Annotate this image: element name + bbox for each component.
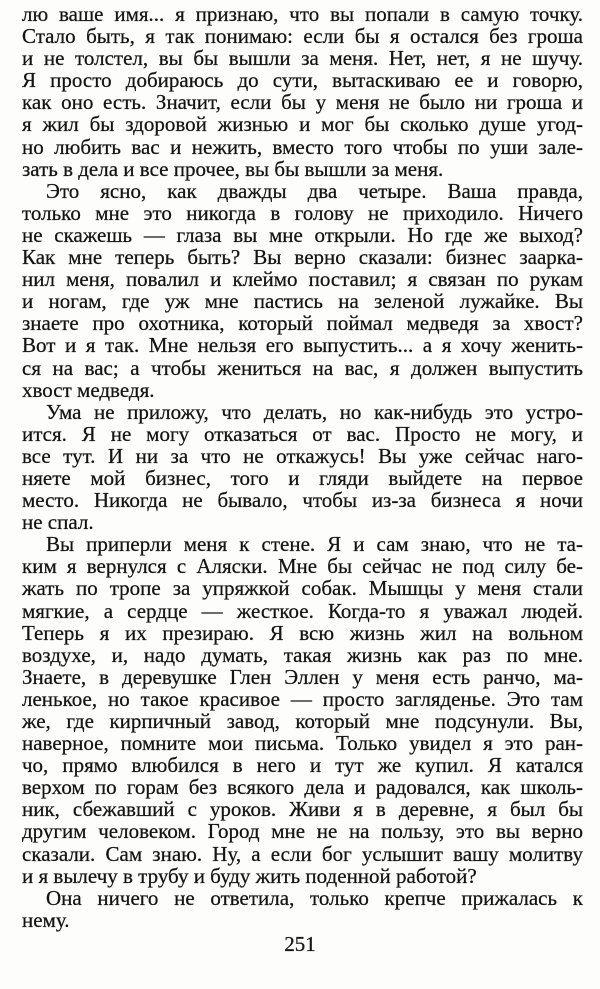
text-line: Ума не приложу, что делать, но как-нибудь это устро- (46, 399, 583, 424)
text-line: Знаете, в деревушке Глен Эллен у меня есть ранчо, ма- (22, 664, 583, 689)
text-line: все тут. И ни за что не откажусь! Вы уже сейчас наго- (22, 443, 583, 468)
text-line: ится. Я не могу отказаться от вас. Просто не могу, и (22, 421, 583, 446)
text-line: Я просто добираюсь до сути, вытаскиваю ее и говорю, (22, 68, 583, 93)
text-line: мягкие, а сердце — жесткое. Когда-то я уважал людей. (22, 598, 583, 623)
text-line: нил меня, повалил и клеймо поставил; я связан по рукам (22, 267, 583, 292)
paragraph (22, 887, 583, 931)
text-line: чо, прямо влюбился в него и тут же купил. Я катался (22, 753, 583, 778)
text-line: сказали. Сам знаю. Ну, а если бог услышит вашу молитву (22, 841, 583, 866)
text-line: Вот и я так. Мне нельзя его выпустить... а я хочу женить- (22, 333, 583, 358)
text-line: как оно есть. Значит, если бы у меня не было ни гроша и (22, 90, 583, 115)
text-line: только мне это никогда в голову не приходило. Ничего (22, 200, 583, 225)
text-line: не скажешь — глаза вы мне открыли. Но где же выход? (22, 222, 583, 247)
text-line: жать по тропе за упряжкой собак. Мышцы у меня стали (22, 576, 583, 601)
page-body (22, 3, 583, 931)
paragraph (22, 533, 583, 887)
text-line: верхом по горам без всякого дела и радовался, как школь- (22, 775, 583, 800)
text-line: нему. (22, 907, 70, 932)
text-line: хвост медведя. (22, 377, 155, 402)
text-line: я жил бы здоровой жизнью и мог бы сколько душе угод- (22, 112, 583, 137)
paragraph (22, 180, 583, 401)
text-line: Теперь я их презираю. Я всю жизнь жил на вольном (22, 620, 583, 645)
text-line: ленькое, но такое красивое — просто загляденье. Это там (22, 686, 583, 711)
text-line: Вы приперли меня к стене. Я и сам знаю, что не та- (46, 532, 583, 557)
text-line: и не толстел, вы бы вышли за меня. Нет, нет, я не шучу. (22, 46, 583, 71)
text-line: ким я вернулся с Аляски. Мне бы сейчас не под силу бе- (22, 554, 583, 579)
text-line: и я вылечу в трубу и буду жить поденной работой? (22, 863, 477, 888)
text-line: ник, сбежавший с уроков. Живи я в деревне, я был бы (22, 797, 583, 822)
text-line: но любить вас и нежить, вместо того чтобы по уши зале- (22, 134, 583, 159)
text-line: Она ничего не ответила, только крепче прижалась к (46, 885, 583, 910)
text-line: наверное, помните мои письма. Только увидел я это ран- (22, 731, 583, 756)
text-line: Это ясно, как дважды два четыре. Ваша правда, (46, 178, 583, 203)
page-number: 251 (284, 932, 316, 956)
text-line: место. Никогда не бывало, чтобы из-за бизнеса я ночи (22, 488, 583, 513)
text-line: зать в дела и все прочее, вы бы вышли за меня. (22, 156, 444, 181)
paragraph (22, 401, 583, 534)
text-line: воздухе, и, надо думать, такая жизнь как раз по мне. (22, 642, 583, 667)
text-line: лю ваше имя... я признаю, что вы попали в самую точку. (22, 2, 583, 26)
text-line: не спал. (22, 510, 94, 535)
text-line: Стало быть, я так понимаю: если бы я остался без гроша (22, 24, 583, 49)
text-line: знаете про охотника, который поймал медведя за хвост? (22, 311, 583, 336)
text-line: Как мне теперь быть? Вы верно сказали: бизнес заарка- (22, 245, 583, 270)
text-line: ся на вас; а чтобы жениться на вас, я должен выпустить (22, 355, 583, 380)
paragraph (22, 3, 583, 180)
text-line: и ногам, где уж мне пастись на зеленой лужайке. Вы (22, 289, 583, 314)
text-line: няете мой бизнес, того и гляди выйдете на первое (22, 465, 583, 490)
text-line: же, где кирпичный завод, который мне подсунули. Вы, (22, 709, 583, 733)
text-line: другим человеком. Город мне не на пользу, это вы верно (22, 819, 583, 844)
